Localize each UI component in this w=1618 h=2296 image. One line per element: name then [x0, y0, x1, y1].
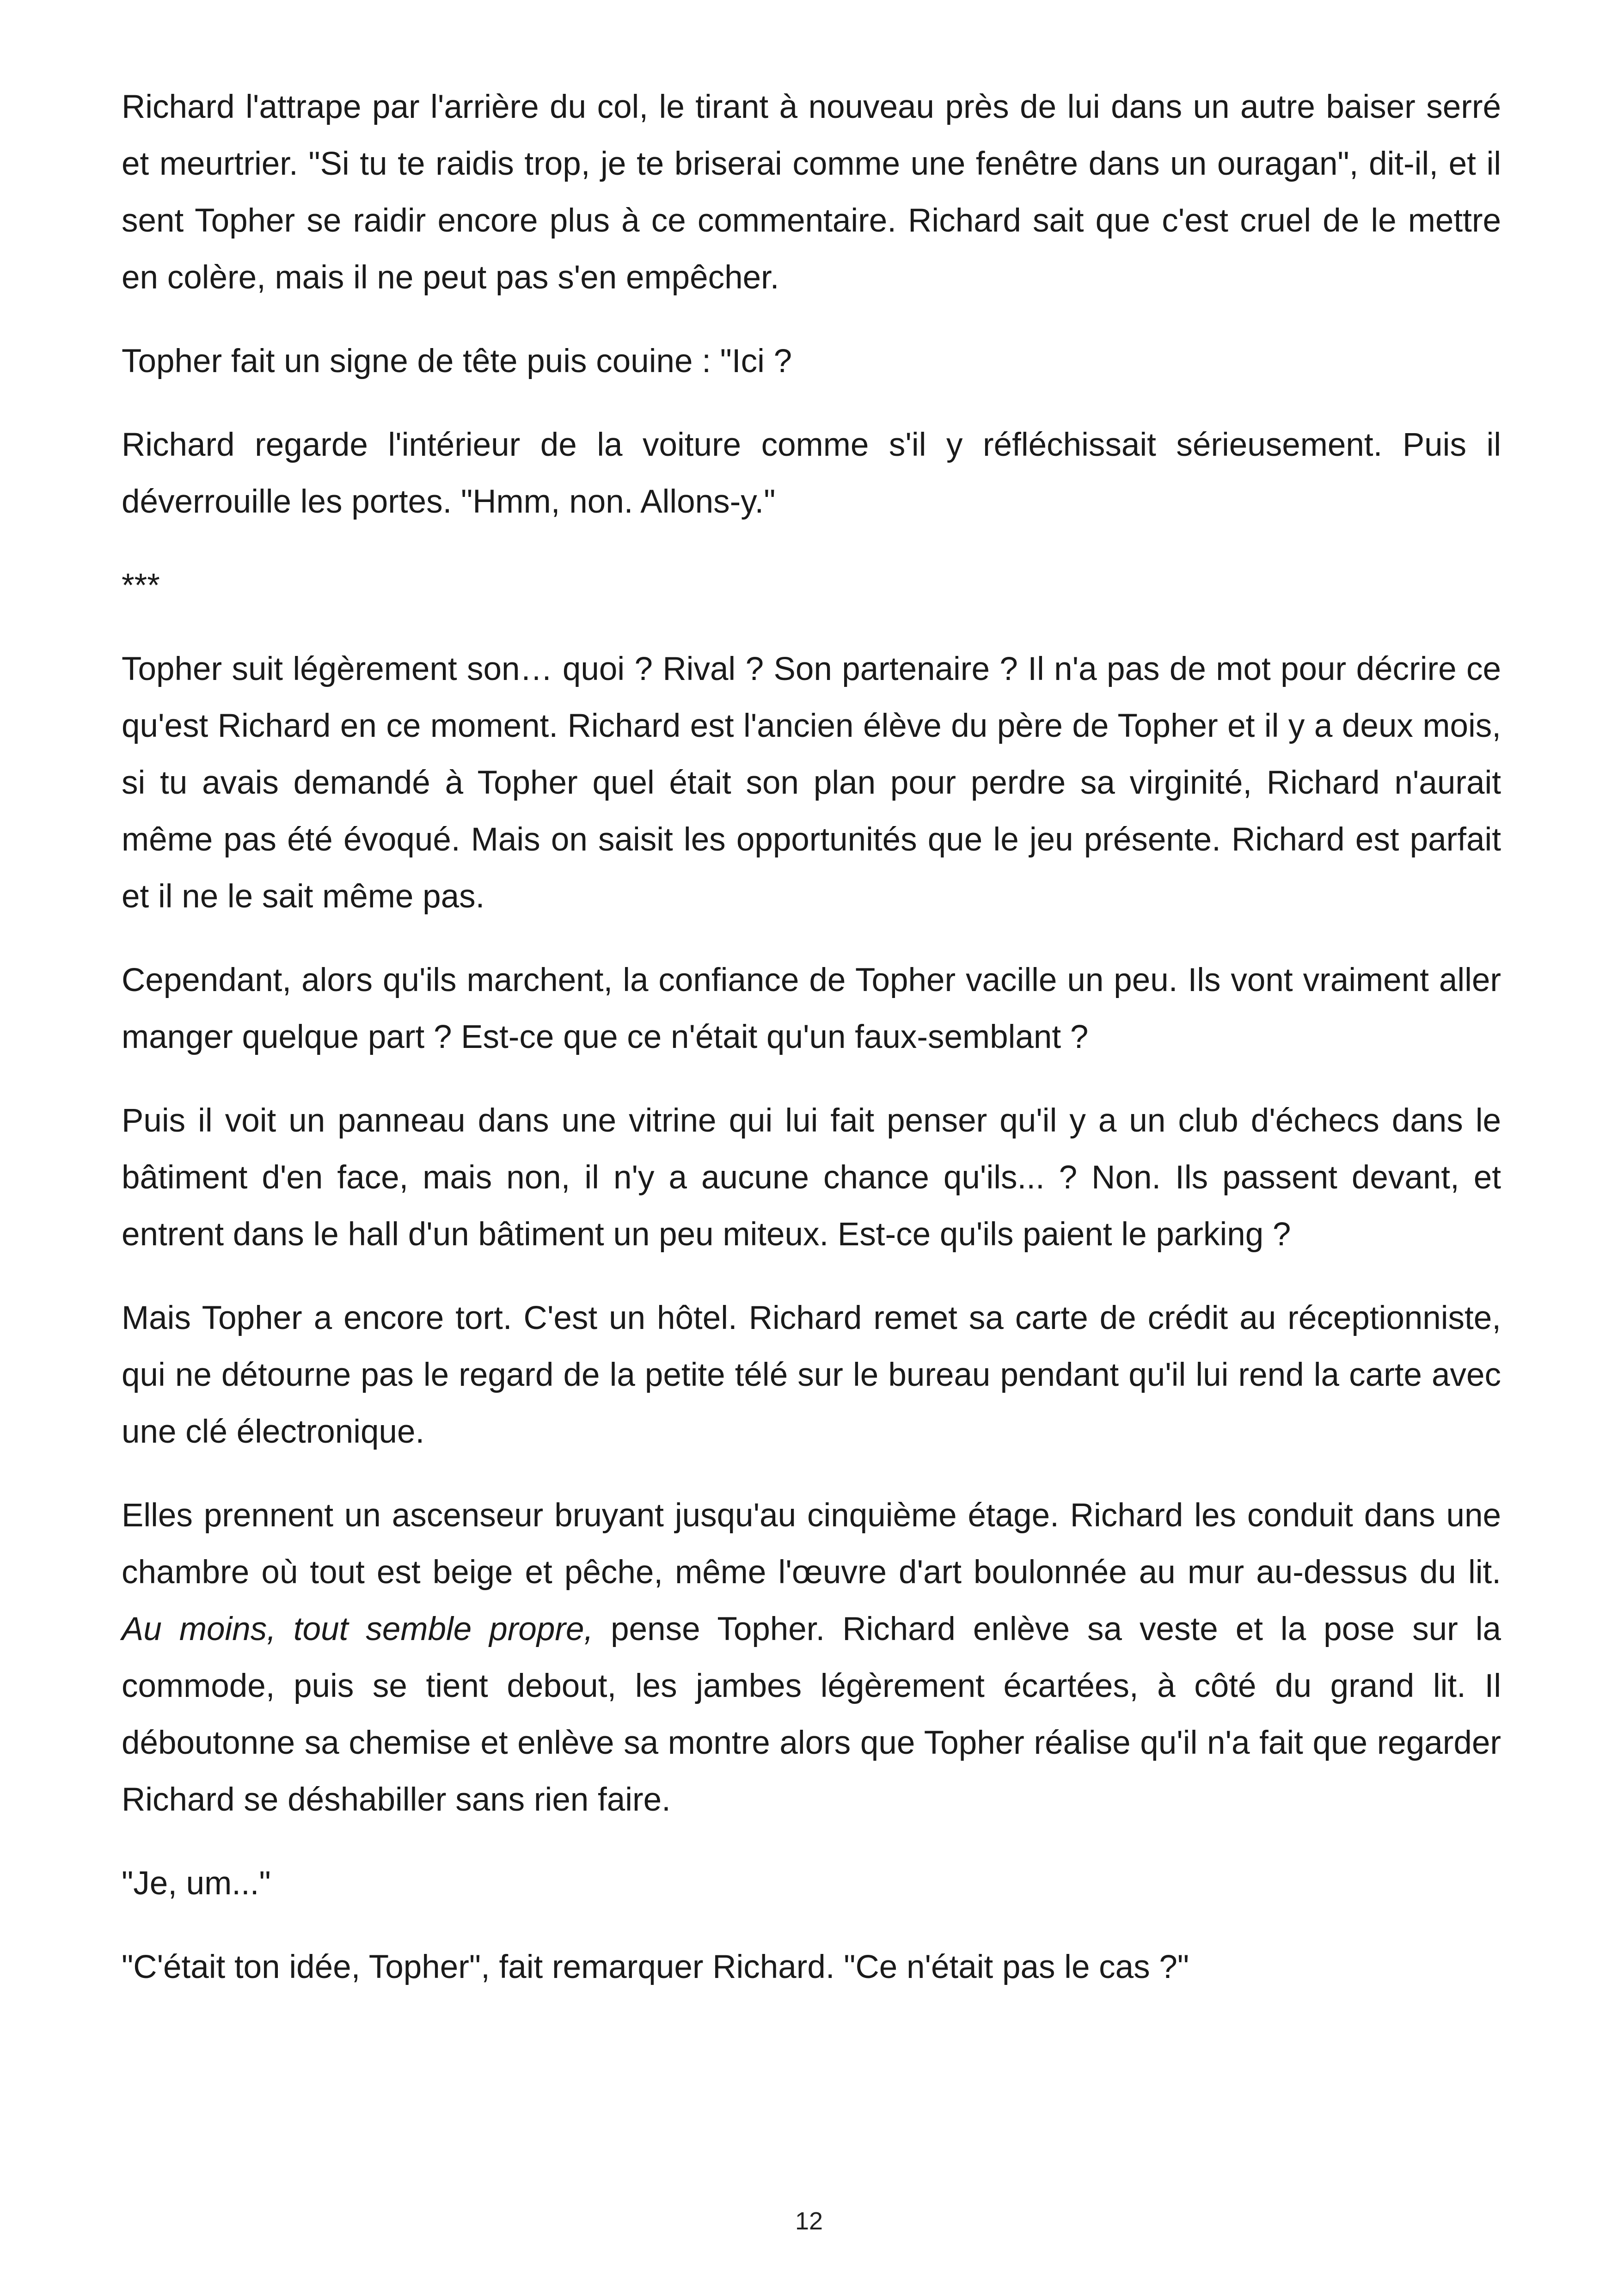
paragraph-7: Mais Topher a encore tort. C'est un hôtel. Richard remet sa carte de crédit au réceptionniste, qui ne détourne pas le regard de la petite télé sur le bureau pendant qu'il lui rend la carte avec une clé électronique.	[122, 1300, 1501, 1450]
paragraph-5: Cependant, alors qu'ils marchent, la confiance de Topher vacille un peu. Ils vont vraiment aller manger quelque part ? Est-ce que ce n'était qu'un faux-semblant ?	[122, 962, 1501, 1055]
paragraph-9: "Je, um..."	[122, 1865, 271, 1902]
paragraph-8-text-start: Elles prennent un ascenseur bruyant jusqu'au cinquième étage. Richard les conduit dans une chambre où tout est beige et pêche, même l'œuvre d'art boulonnée au mur au-dessus du lit.	[122, 1497, 1501, 1591]
paragraph-3: Richard regarde l'intérieur de la voiture comme s'il y réfléchissait sérieusement. Puis il déverrouille les portes. "Hmm, non. Allons-y."	[122, 427, 1501, 520]
paragraph-6: Puis il voit un panneau dans une vitrine qui lui fait penser qu'il y a un club d'échecs dans le bâtiment d'en face, mais non, il n'y a aucune chance qu'ils... ? Non. Ils passent devant, et entrent dans le hall d'un bâtiment un peu miteux. Est-ce qu'ils paient le parking ?	[122, 1102, 1501, 1253]
paragraph-10: "C'était ton idée, Topher", fait remarquer Richard. "Ce n'était pas le cas ?"	[122, 1949, 1189, 1985]
paragraph-4: Topher suit légèrement son… quoi ? Rival ? Son partenaire ? Il n'a pas de mot pour décrire ce qu'est Richard en ce moment. Richard est l'ancien élève du père de Topher et il y a deux mois, si tu avais demandé à Topher quel était son plan pour perdre sa virginité, Richard n'aurait même pas été évoqué. Mais on saisit les opportunités que le jeu présente. Richard est parfait et il ne le sait même pas.	[122, 651, 1501, 915]
paragraph-8	[122, 1487, 1501, 1828]
paragraph-8-italic-text: Au moins, tout semble propre,	[122, 1611, 594, 1647]
page-body	[122, 79, 1501, 2022]
paragraph-8-text-end: pense Topher. Richard enlève sa veste et la pose sur la commode, puis se tient debout, les jambes légèrement écartées, à côté du grand lit. Il déboutonne sa chemise et enlève sa montre alors que Topher réalise qu'il n'a fait que regarder Richard se déshabiller sans rien faire.	[122, 1611, 1501, 1818]
scene-break: ***	[122, 567, 160, 604]
paragraph-2: Topher fait un signe de tête puis couine : "Ici ?	[122, 343, 792, 380]
page-number: 12	[795, 2207, 823, 2235]
paragraph-1: Richard l'attrape par l'arrière du col, le tirant à nouveau près de lui dans un autre baiser serré et meurtrier. "Si tu te raidis trop, je te briserai comme une fenêtre dans un ouragan", dit-il, et il sent Topher se raidir encore plus à ce commentaire. Richard sait que c'est cruel de le mettre en colère, mais il ne peut pas s'en empêcher.	[122, 89, 1501, 296]
